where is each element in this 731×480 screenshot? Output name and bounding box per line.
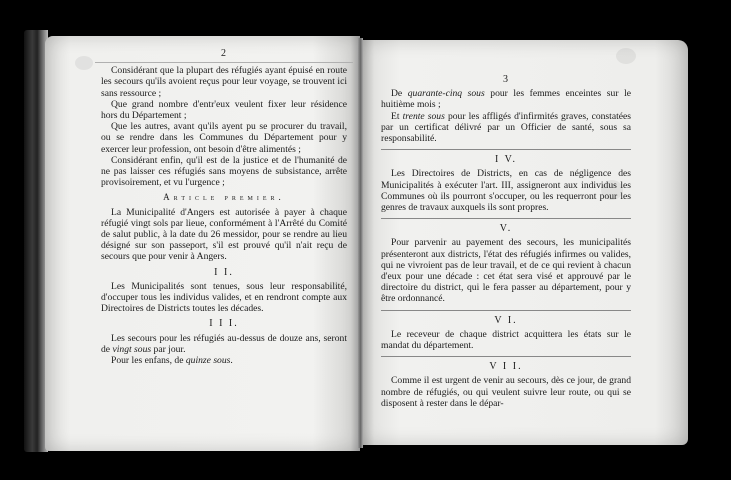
left-page — [45, 36, 360, 451]
section-number: V. — [381, 218, 631, 234]
paragraph: De quarante-cinq sous pour les femmes enceintes sur le huitième mois ; — [381, 88, 631, 111]
article-heading: Article premier. — [163, 192, 285, 203]
paragraph: Pour parvenir au payement des secours, les municipalités présenteront aux districts, l'état des réfugiés infirmes ou valides, qui ne vivroient pas de leur travail, et de ce qui revient à chacun d'eux pour une décade : cet état sera visé et approuvé par le directoire du district, qui le fera passer au département, pour y être ordonnancé. — [381, 237, 631, 305]
paragraph: Les Municipalités sont tenues, sous leur responsabilité, d'occuper tous les individus valides, et en rendront compte aux Directoires de Districts toutes les décades. — [101, 280, 347, 315]
book-spine — [358, 38, 363, 448]
page-number: 3 — [503, 74, 509, 85]
page-number: 2 — [221, 48, 227, 59]
paragraph: Considérant enfin, qu'il est de la justice et de l'humanité de ne pas laisser ces réfugiés sans moyens de subsistance, arrête provisoirement, et vu l'urgence ; — [101, 154, 347, 189]
section-number: V I. — [381, 310, 631, 326]
paragraph: Pour les enfans, de quinze sous. — [111, 355, 233, 367]
paragraph: Considérant que la plupart des réfugiés ayant épuisé en route les secours qu'ils avoient reçus pour leur voyage, se trouvent ici sans ressource ; — [101, 65, 347, 99]
paragraph: Les Directoires de Districts, en cas de négligence des Municipalités à exécuter l'art. III, assigneront aux individus les Communes où ils pourront s'occuper, ou les requerront pour les genres de travaux auxquels ils sont propres. — [381, 168, 631, 214]
paragraph: Et trente sous pour les affligés d'infirmités graves, constatées par un certificat délivré par un Officier de santé, sous sa responsabilité. — [381, 110, 632, 145]
paragraph: Que les autres, avant qu'ils ayent pu se procurer du travail, ou se rendre dans les Communes du Département pour y exercer leur profession, ont besoin d'être alimentés ; — [101, 121, 347, 155]
paragraph: Que grand nombre d'entr'eux veulent fixer leur résidence hors du Département ; — [101, 98, 347, 122]
right-page-text — [381, 74, 631, 409]
section-number: I I. — [214, 266, 234, 278]
paragraph: La Municipalité d'Angers est autorisée à payer à chaque réfugié vingt sols par lieue, conformément à l'Arrêté du Comité de salut public, à la date du 26 messidor, pour se rendre au lieu désigné sur son passeport, s'il est prouvé qu'il n'ait reçu de secours que pour venir à Angers. — [101, 206, 347, 263]
section-number: I I I. — [209, 318, 239, 330]
section-number: I V. — [381, 149, 631, 165]
right-page — [361, 40, 688, 445]
paragraph: Les secours pour les réfugiés au-dessus de douze ans, seront de vingt sous par jour. — [101, 332, 347, 355]
left-page-text — [101, 48, 347, 366]
paragraph: Le receveur de chaque district acquittera les états sur le mandat du département. — [381, 328, 631, 352]
section-number: V I I. — [381, 356, 631, 372]
header-rule — [95, 62, 353, 63]
paragraph: Comme il est urgent de venir au secours, dès ce jour, de grand nombre de réfugiés, ou qui veulent suivre leur route, ou qui se disposent à rester dans le dépar- — [381, 375, 631, 409]
